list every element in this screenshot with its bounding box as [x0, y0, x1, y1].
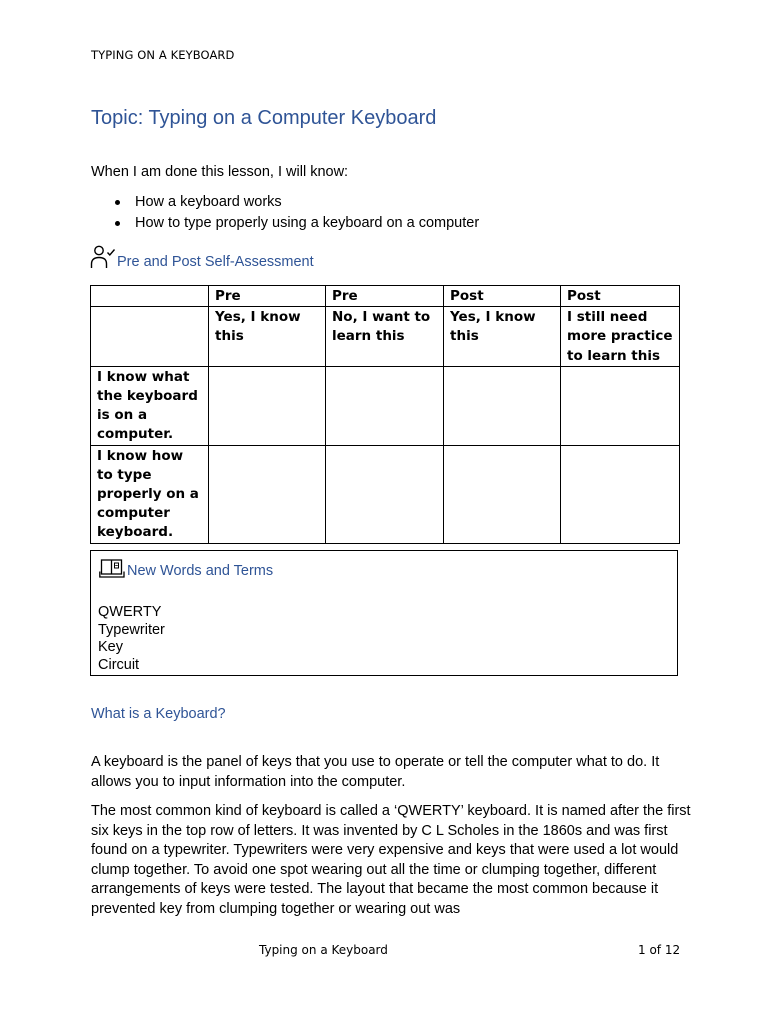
section-heading: What is a Keyboard? — [91, 706, 226, 722]
list-item: How a keyboard works — [91, 193, 479, 214]
new-words-heading — [99, 559, 273, 579]
intro-text: When I am done this lesson, I will know: — [91, 164, 349, 180]
self-assessment-heading — [90, 244, 314, 270]
table-cell: No, I want to learn this — [326, 307, 444, 367]
table-cell[interactable] — [444, 366, 561, 445]
table-cell[interactable] — [209, 366, 326, 445]
learning-goals-list — [91, 193, 479, 235]
table-cell: Post — [561, 286, 680, 307]
list-item: Circuit — [98, 656, 140, 673]
footer-title: Typing on a Keyboard — [259, 943, 388, 957]
table-cell: Post — [444, 286, 561, 307]
table-cell: Yes, I know this — [444, 307, 561, 367]
table-row — [91, 307, 680, 367]
table-cell — [91, 286, 209, 307]
self-assessment-table — [90, 285, 680, 544]
list-item: Key — [98, 639, 123, 656]
table-cell: I still need more practice to learn this — [561, 307, 680, 367]
table-cell: I know how to type properly on a computer keyboard. — [91, 445, 209, 543]
table-row — [91, 366, 680, 445]
new-words-box — [90, 550, 678, 676]
table-cell: Yes, I know this — [209, 307, 326, 367]
table-cell[interactable] — [561, 445, 680, 543]
table-cell: I know what the keyboard is on a computer. — [91, 366, 209, 445]
paragraph: A keyboard is the panel of keys that you use to operate or tell the computer what to do. It allows you to input information into the computer. — [91, 754, 660, 790]
terms-list — [98, 604, 165, 674]
page-number: 1 of 12 — [638, 943, 681, 957]
table-cell[interactable] — [326, 366, 444, 445]
person-check-icon — [90, 244, 116, 270]
table-row — [91, 445, 680, 543]
table-row — [91, 286, 680, 307]
paragraph: The most common kind of keyboard is called a ‘QWERTY’ keyboard. It is named after the first six keys in the top row of letters. It was invented by C L Scholes in the 1860s and was first found on a typewriter. Typewriters were very expensive and keys that were used a lot would clump together. To avoid one spot wearing out all the time or clumping together, different arrangements of keys were tested. The layout that became the most common because it prevented key from clumping together or wearing out was — [91, 803, 691, 917]
book-icon — [99, 559, 125, 579]
running-header: TYPING ON A KEYBOARD — [91, 48, 235, 62]
table-cell: Pre — [326, 286, 444, 307]
table-cell: Pre — [209, 286, 326, 307]
list-item: How to type properly using a keyboard on a computer — [91, 214, 479, 235]
page-title: Topic: Typing on a Computer Keyboard — [91, 107, 437, 129]
table-cell[interactable] — [209, 445, 326, 543]
new-words-title: New Words and Terms — [127, 563, 274, 579]
table-cell[interactable] — [561, 366, 680, 445]
table-cell — [91, 307, 209, 367]
list-item: Typewriter — [98, 621, 165, 638]
self-assessment-title: Pre and Post Self-Assessment — [117, 254, 314, 270]
table-cell[interactable] — [444, 445, 561, 543]
list-item: QWERTY — [98, 604, 162, 620]
table-cell[interactable] — [326, 445, 444, 543]
